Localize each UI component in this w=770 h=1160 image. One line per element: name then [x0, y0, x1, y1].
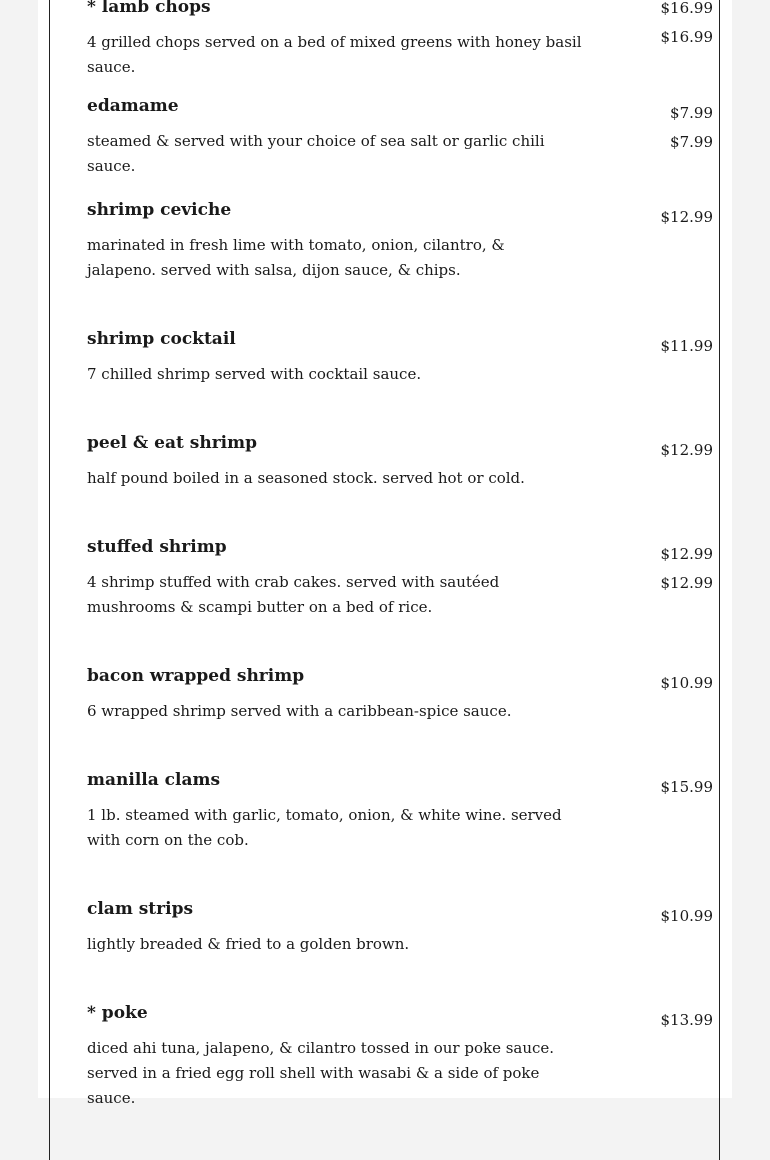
item-description: 6 wrapped shrimp served with a caribbean-spice sauce.: [87, 702, 512, 720]
item-name: bacon wrapped shrimp: [87, 666, 305, 686]
item-prices: [661, 1006, 714, 1035]
item-price: $16.99: [660, 28, 713, 46]
item-name: stuffed shrimp: [87, 537, 227, 557]
menu-page: [38, 0, 732, 1107]
item-name: clam strips: [87, 899, 194, 919]
item-prices: [661, 203, 714, 232]
item-price: $10.99: [660, 674, 713, 692]
item-price: $16.99: [660, 0, 713, 17]
item-prices: [670, 99, 713, 157]
item-price: $12.99: [660, 441, 713, 459]
item-description: marinated in fresh lime with tomato, onion, cilantro, & jalapeno. served with salsa, dijon sauce, & chips.: [87, 236, 505, 279]
item-name: * poke: [87, 1003, 148, 1023]
item-description: diced ahi tuna, jalapeno, & cilantro tossed in our poke sauce. served in a fried egg roll shell with wasabi & a side of poke sauce.: [87, 1039, 555, 1107]
item-price: $10.99: [660, 907, 713, 925]
item-description: lightly breaded & fried to a golden brown.: [87, 935, 410, 953]
item-description: 4 shrimp stuffed with crab cakes. served with sautéed mushrooms & scampi butter on a bed of rice.: [87, 573, 500, 616]
item-price: $7.99: [670, 104, 713, 122]
item-prices: [661, 540, 714, 598]
item-prices: [661, 0, 714, 52]
item-prices: [661, 773, 714, 802]
item-name: peel & eat shrimp: [87, 433, 257, 453]
item-description: steamed & served with your choice of sea salt or garlic chili sauce.: [87, 132, 545, 175]
item-description: 1 lb. steamed with garlic, tomato, onion, & white wine. served with corn on the cob.: [87, 806, 562, 849]
item-name: edamame: [87, 96, 179, 116]
item-name: shrimp cocktail: [87, 329, 236, 349]
item-prices: [661, 436, 714, 465]
item-description: 7 chilled shrimp served with cocktail sauce.: [87, 365, 422, 383]
item-prices: [661, 332, 714, 361]
item-name: * lamb chops: [87, 0, 211, 17]
item-price: $15.99: [660, 778, 713, 796]
item-price: $13.99: [660, 1011, 713, 1029]
item-price: $11.99: [660, 337, 713, 355]
item-price: $12.99: [660, 545, 713, 563]
item-description: 4 grilled chops served on a bed of mixed greens with honey basil sauce.: [87, 33, 582, 76]
item-name: shrimp ceviche: [87, 200, 232, 220]
item-price: $7.99: [670, 133, 713, 151]
item-prices: [661, 902, 714, 931]
item-price: $12.99: [660, 574, 713, 592]
item-name: manilla clams: [87, 770, 221, 790]
menu-border-box: [49, 0, 720, 1160]
item-description: half pound boiled in a seasoned stock. served hot or cold.: [87, 469, 525, 487]
item-prices: [661, 669, 714, 698]
item-price: $12.99: [660, 208, 713, 226]
